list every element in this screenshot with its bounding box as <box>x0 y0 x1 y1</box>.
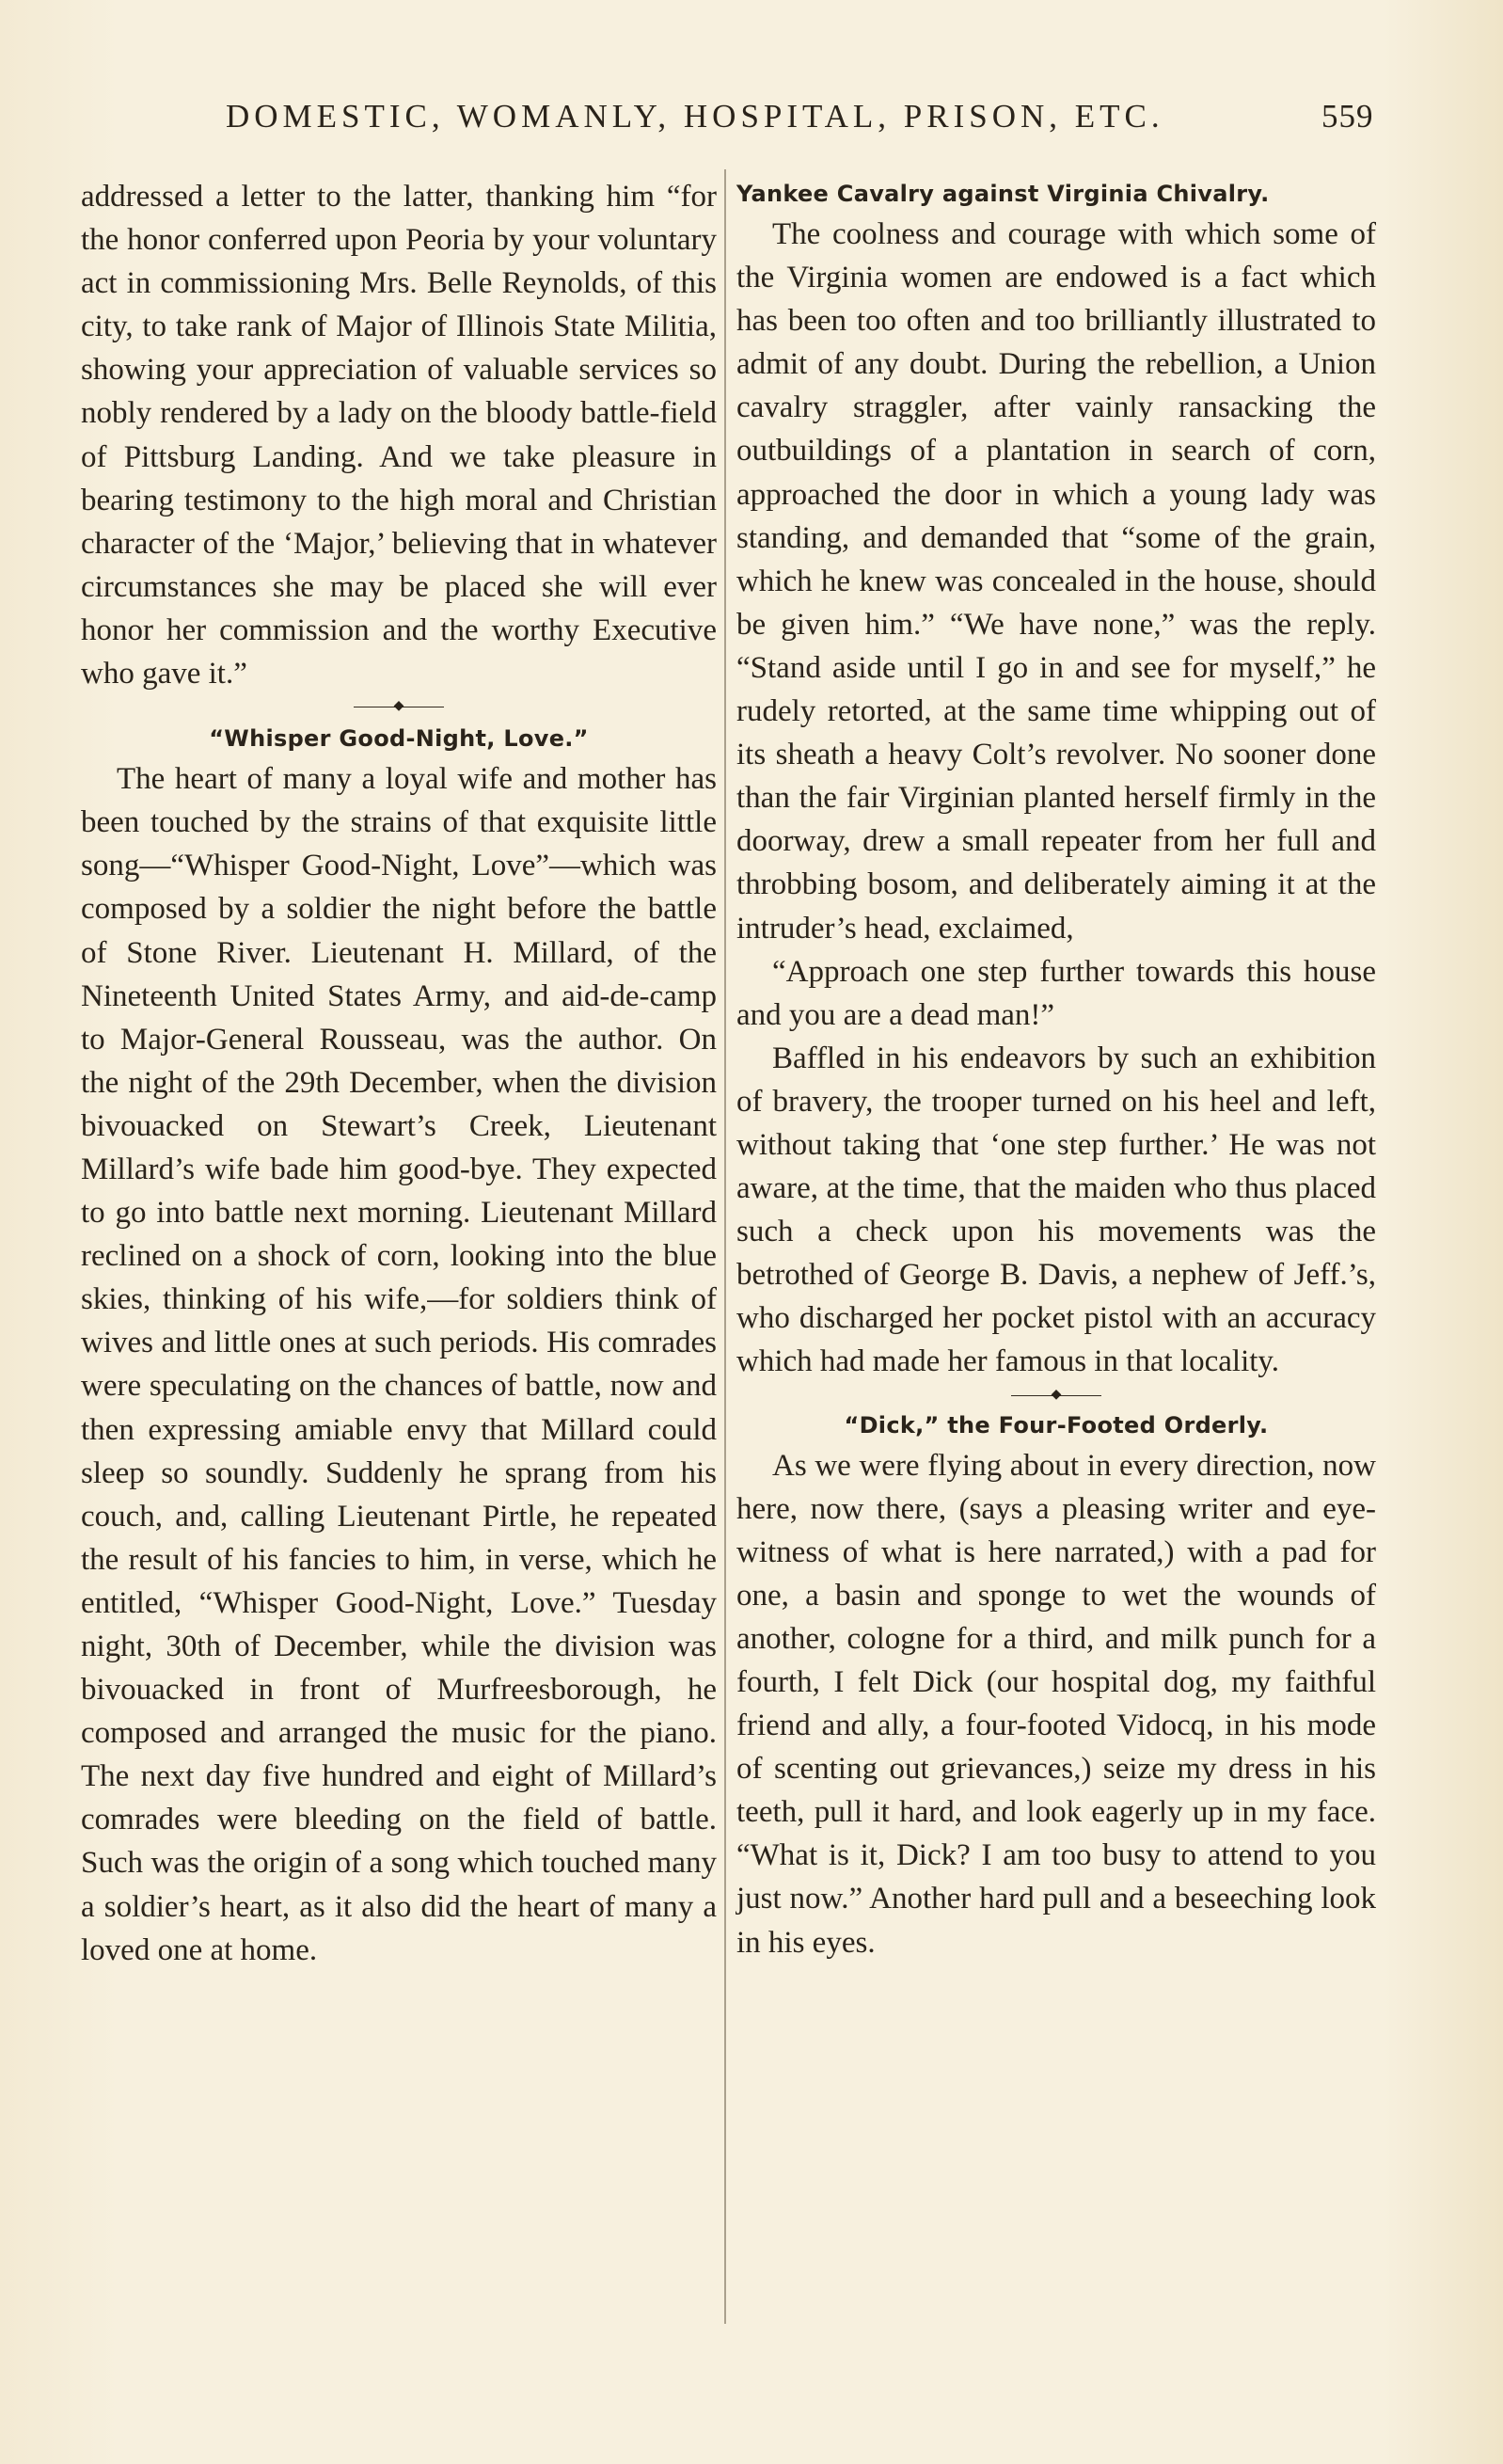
continued-paragraph: addressed a letter to the latter, thanking him “for the honor conferred upon Peoria by your voluntary act in commissioning Mrs. Belle Reynolds, of this city, to take rank of Major of Illinois State Militia, showing your appreciation of valuable services so nobly rendered by a lady on the bloody battle-field of Pittsburg Landing. And we take pleasure in bearing testimony to the high moral and Christian character of the ‘Major,’ believing that in whatever circumstances she may be placed she will ever honor her commission and the worthy Executive who gave it.” <box>81 180 717 692</box>
section-divider <box>81 695 717 718</box>
right-column <box>736 175 1376 1964</box>
section-heading-dick: “Dick,” the Four-Footed Orderly. <box>844 1411 1269 1439</box>
column-rule <box>724 169 726 2324</box>
quoted-paragraph: “Approach one step further towards this house and you are a dead man!” <box>736 954 1376 1032</box>
page-number: 559 <box>1321 98 1374 135</box>
section-heading-yankee-cavalry: Yankee Cavalry against Virginia Chivalry. <box>736 181 1270 207</box>
section-body-dick: As we were flying about in every direction, now here, now there, (says a pleasing writer and eye-witness of what is here narrated,) with a pad for one, a basin and sponge to wet the wounds of another, cologne for a third, and milk punch for a fourth, I felt Dick (our hospital dog, my faithful friend and ally, a four-footed Vidocq, in his mode of scenting out grievances,) seize my dress in his teeth, pull it hard, and look eagerly up in my face. “What is it, Dick? I am too busy to attend to you just now.” Another hard pull and a beseeching look in his eyes. <box>736 1448 1376 1960</box>
section-paragraph-yankee-cavalry: The coolness and courage with which some of the Virginia women are endowed is a fact which has been too often and too brilliantly illustrated to admit of any doubt. During the rebellion, a Union cavalry straggler, after vainly ransacking the outbuildings of a plantation in search of corn, approached the door in which a young lady was standing, and demanded that “some of the grain, which he knew was concealed in the house, should be given him.” “We have none,” was the reply. “Stand aside until I go in and see for myself,” he rudely retorted, at the same time whipping out of its sheath a heavy Colt’s revolver. No sooner done than the fair Virginian planted herself firmly in the doorway, drew a small repeater from her full and throbbing bosom, and deliberately aiming it at the intruder’s head, exclaimed, <box>736 217 1376 946</box>
diamond-ornament-icon: ◆ <box>393 699 404 714</box>
section-body-whisper-good-night: The heart of many a loyal wife and mother has been touched by the strains of that exquisite little song—“Whisper Good-Night, Love”—which was composed by a soldier the night before the battle of Stone River. Lieutenant H. Millard, of the Nineteenth United States Army, and aid-de-camp to Major-General Rousseau, was the author. On the night of the 29th December, when the division bivouacked on Stewart’s Creek, Lieutenant Millard’s wife bade him good-bye. They expected to go into battle next morning. Lieutenant Millard reclined on a shock of corn, looking into the blue skies, thinking of his wife,—for soldiers think of wives and little ones at such periods. His comrades were speculating on the chances of battle, now and then expressing amiable envy that Millard could sleep so soundly. Suddenly he sprang from his couch, and, calling Lieutenant Pirtle, he repeated the result of his fancies to him, in verse, which he entitled, “Whisper Good-Night, Love.” Tuesday night, 30th of December, while the division was bivouacked in front of Murfreesborough, he composed and arranged the music for the piano. The next day five hundred and eight of Millard’s comrades were bleeding on the field of battle. Such was the origin of a song which touched many a soldier’s heart, as it also did the heart of many a loved one at home. <box>81 762 717 1967</box>
section-divider-right <box>736 1384 1376 1407</box>
diamond-ornament-icon: ◆ <box>1051 1387 1062 1402</box>
running-title: DOMESTIC, WOMANLY, HOSPITAL, PRISON, ETC. <box>226 98 1164 135</box>
section-paragraph-conclusion: Baffled in his endeavors by such an exhibition of bravery, the trooper turned on his heel and left, without taking that ‘one step further.’ He was not aware, at the time, that the maiden who thus placed such a check upon his movements was the betrothed of George B. Davis, a nephew of Jeff.’s, who discharged her pocket pistol with an accuracy which had made her famous in that locality. <box>736 1041 1376 1379</box>
left-column <box>81 175 717 1972</box>
section-heading-whisper-good-night: “Whisper Good-Night, Love.” <box>209 725 589 753</box>
